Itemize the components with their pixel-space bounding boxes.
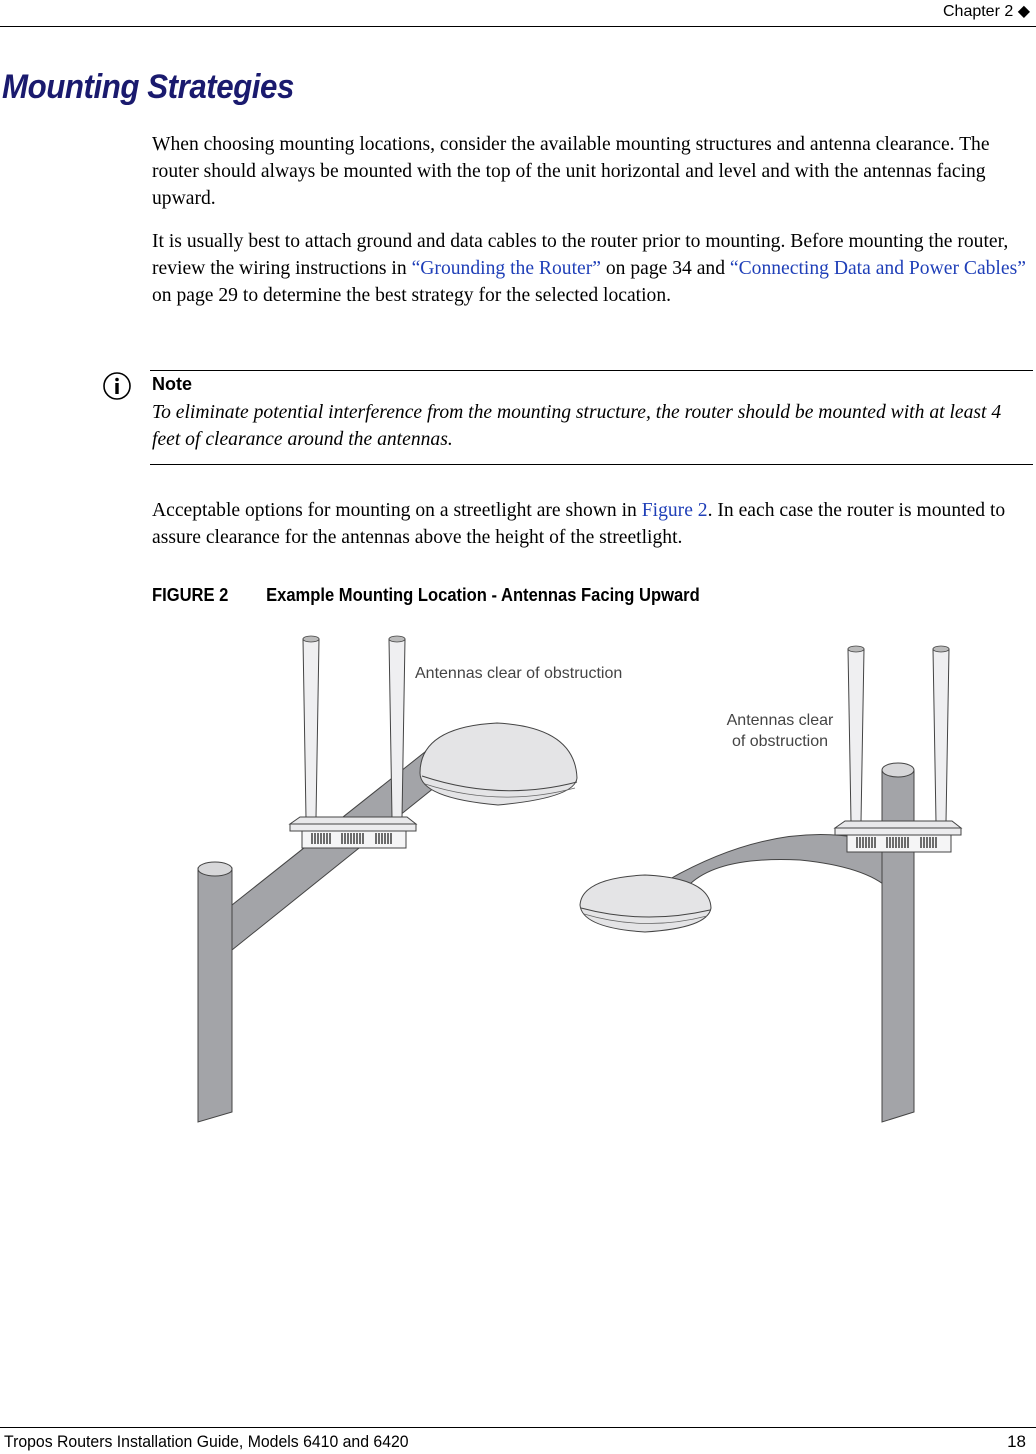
paragraph-text: . In each case the router is mounted to assure clearance for the antennas above the height of the streetlight. bbox=[152, 500, 1006, 548]
paragraph-intro bbox=[152, 131, 1032, 212]
streetlight-pole-left bbox=[198, 868, 232, 1122]
paragraph-text: on page 34 and bbox=[600, 258, 730, 279]
pole-cap-left bbox=[198, 862, 232, 876]
label-antennas-clear-right-line1: Antennas clear bbox=[726, 712, 834, 729]
label-antennas-clear-left: Antennas clear of obstruction bbox=[415, 665, 623, 682]
link-connecting-cables[interactable]: “Connecting Data and Power Cables” bbox=[729, 258, 1026, 279]
paragraph-options bbox=[152, 497, 1032, 551]
note-text: To eliminate potential interference from the mounting structure, the router should be mounted with at least 4 feet of clearance around the antennas. bbox=[152, 402, 1002, 450]
link-figure-2[interactable]: Figure 2 bbox=[641, 500, 708, 521]
paragraph-text: Acceptable options for mounting on a streetlight are shown in bbox=[152, 500, 642, 521]
info-icon bbox=[102, 371, 132, 401]
paragraph-text: When choosing mounting locations, consider the available mounting structures and antenna clearance. The router should always be mounted with the top of the unit horizontal and level and with the antennas facing upward. bbox=[152, 134, 990, 209]
paragraph-text: It is usually best to attach ground and data cables to the router prior to mounting. Before mounting the router, review the wiring instructions in bbox=[152, 231, 1009, 279]
footer-document-title: Tropos Routers Installation Guide, Models 6410 and 6420 bbox=[4, 1432, 409, 1451]
label-antennas-clear-right-line2: of obstruction bbox=[731, 733, 829, 750]
antenna-icon bbox=[303, 639, 319, 818]
router-right bbox=[835, 646, 961, 852]
figure-number: FIGURE 2 bbox=[152, 585, 229, 605]
page-header bbox=[0, 0, 1036, 27]
chapter-label: Chapter 2 ◆ bbox=[942, 3, 1030, 20]
note-label: Note bbox=[152, 374, 192, 394]
note-bottom-rule bbox=[150, 464, 1033, 465]
footer-page-number: 18 bbox=[1007, 1432, 1026, 1451]
figure-title: Example Mounting Location - Antennas Facing Upward bbox=[266, 585, 700, 605]
paragraph-text: on page 29 to determine the best strategy for the selected location. bbox=[152, 285, 672, 306]
streetlight-mounting-illustration bbox=[150, 625, 980, 1135]
link-grounding-router[interactable]: “Grounding the Router” bbox=[411, 258, 601, 279]
streetlight-lamp-right bbox=[580, 875, 711, 932]
note-top-rule bbox=[150, 370, 1033, 371]
antenna-icon bbox=[389, 639, 405, 818]
paragraph-wiring bbox=[152, 228, 1032, 309]
antenna-icon bbox=[933, 649, 949, 822]
pole-cap-right bbox=[882, 763, 914, 777]
figure-caption bbox=[152, 585, 700, 606]
streetlight-arm-left bbox=[232, 748, 450, 950]
page-title: Mounting Strategies bbox=[2, 68, 294, 106]
antenna-icon bbox=[848, 649, 864, 822]
streetlight-lamp-left bbox=[420, 723, 577, 805]
page-footer-rule bbox=[0, 1427, 1036, 1428]
